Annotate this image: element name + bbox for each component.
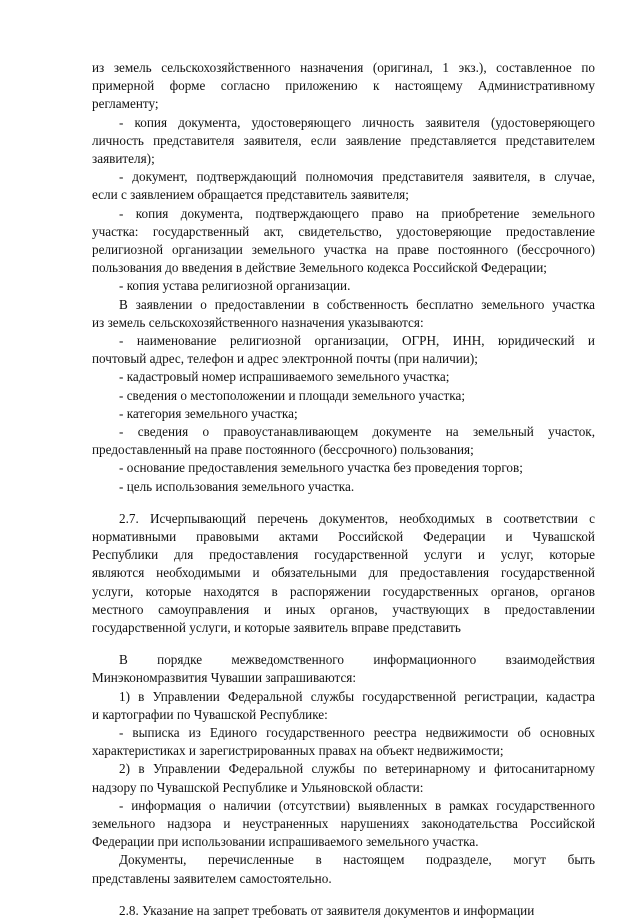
text-line: - сведения о правоустанавливающем документе на земельный участок, xyxy=(119,424,595,439)
text-line: надзору по Чувашской Республике и Ульяновской области: xyxy=(92,779,424,795)
text-line: - копия устава религиозной организации. xyxy=(119,278,351,294)
text-line: пользования до введения в действие Земельного кодекса Российской Федерации; xyxy=(92,260,547,276)
text-line: - сведения о местоположении и площади земельного участка; xyxy=(119,387,466,403)
text-line: 2.8. Указание на запрет требовать от заявителя документов и информации xyxy=(119,902,535,918)
text-line: 2) в Управлении Федеральной службы по ветеринарному и фитосанитарному xyxy=(119,761,595,777)
text-line: В заявлении о предоставлении в собственность бесплатно земельного участка xyxy=(119,296,595,312)
text-line: - кадастровый номер испрашиваемого земельного участка; xyxy=(119,369,450,385)
text-line: Федерации при использовании испрашиваемого земельного участка. xyxy=(92,834,479,850)
text-line: - основание предоставления земельного участка без проведения торгов; xyxy=(119,460,523,476)
text-line: почтовый адрес, телефон и адрес электронной почты (при наличии); xyxy=(92,351,478,367)
text-line: и картографии по Чувашской Республике: xyxy=(92,706,328,722)
text-line: из земель сельскохозяйственного назначения указываются: xyxy=(92,314,424,330)
text-line: - категория земельного участка; xyxy=(119,405,298,421)
text-line: если с заявлением обращается представитель заявителя; xyxy=(92,187,409,203)
text-line: - информация о наличии (отсутствии) выявленных в рамках государственного xyxy=(119,797,595,813)
text-line: участка: государственный акт, свидетельство, удостоверяющие предоставление xyxy=(92,223,595,239)
text-line: заявителя); xyxy=(92,151,155,166)
text-line: примерной форме согласно приложению к настоящему Административному xyxy=(92,78,595,94)
text-line: Минэкономразвития Чувашии запрашиваются: xyxy=(92,670,357,686)
text-line: характеристиках и зарегистрированных правах на объект недвижимости; xyxy=(92,743,504,759)
text-line: из земель сельскохозяйственного назначения (оригинал, 1 экз.), составленное по xyxy=(92,60,595,75)
section-heading-line: нормативными правовыми актами Российской Федерации и Чувашской xyxy=(92,529,595,544)
section-heading-line: Республики для предоставления государственной услуги и услуг, которые xyxy=(92,547,595,563)
text-line: представлены заявителем самостоятельно. xyxy=(92,870,332,886)
text-line: - выписка из Единого государственного реестра недвижимости об основных xyxy=(119,725,595,740)
text-line: - копия документа, удостоверяющего личность заявителя (удостоверяющего xyxy=(119,114,595,130)
section-heading-line: 2.7. Исчерпывающий перечень документов, необходимых в соответствии с xyxy=(119,510,595,526)
text-line: - наименование религиозной организации, ОГРН, ИНН, юридический и xyxy=(119,333,595,348)
text-line: личность представителя заявителя, если заявление представляется представителем xyxy=(92,132,595,148)
text-line: - цель использования земельного участка. xyxy=(119,478,355,494)
text-line: предоставленный на праве постоянного (бессрочного) пользования; xyxy=(92,442,474,458)
text-line: - копия документа, подтверждающего право на приобретение земельного xyxy=(119,205,595,221)
section-heading-line: являются необходимыми и обязательными для предоставления государственной xyxy=(92,565,595,581)
text-line: регламенту; xyxy=(92,96,159,112)
section-heading-line: услуги, которые находятся в распоряжении государственных органов, органов xyxy=(92,583,595,599)
section-heading-line: государственной услуги, и которые заявитель вправе представить xyxy=(92,620,461,635)
text-line: Документы, перечисленные в настоящем подразделе, могут быть xyxy=(119,852,595,868)
text-line: - документ, подтверждающий полномочия представителя заявителя, в случае, xyxy=(119,169,595,185)
text-line: В порядке межведомственного информационного взаимодействия xyxy=(119,652,595,668)
text-line: религиозной организации земельного участка на праве постоянного (бессрочного) xyxy=(92,242,595,257)
text-line: земельного надзора и неустраненных нарушениях законодательства Российской xyxy=(92,816,595,831)
text-line: 1) в Управлении Федеральной службы государственной регистрации, кадастра xyxy=(119,688,595,704)
section-heading-line: местного самоуправления и иных органов, участвующих в предоставлении xyxy=(92,601,595,617)
